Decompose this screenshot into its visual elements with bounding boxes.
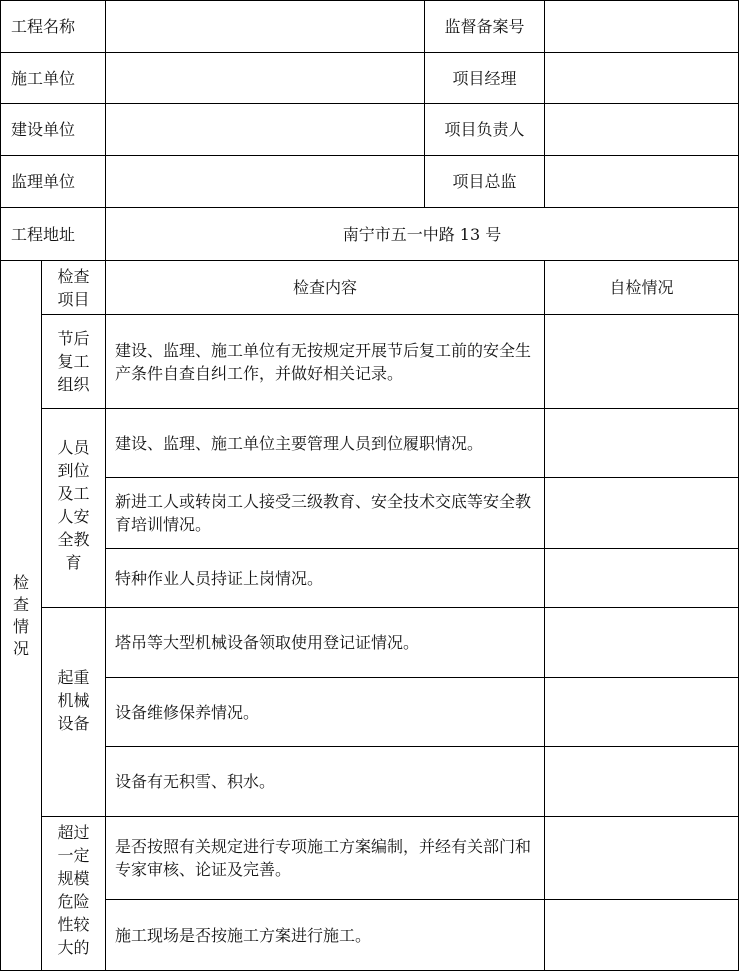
group-item-text: 起重机械设备 — [57, 668, 90, 733]
column-header-self-check: 自检情况 — [544, 260, 739, 315]
column-header-content: 检查内容 — [105, 260, 545, 315]
check-content-row: 施工现场是否按施工方案进行施工。 — [105, 899, 545, 971]
group-item-text: 人员到位及工人安全教育 — [57, 438, 90, 572]
column-header-item-text: 检查项目 — [57, 266, 90, 309]
inspection-section-label — [0, 260, 42, 971]
group-item-dangerous-works — [41, 816, 106, 971]
project-leader-label: 项目负责人 — [424, 103, 545, 156]
address-label: 工程地址 — [0, 207, 106, 261]
chief-supervisor-label: 项目总监 — [424, 155, 545, 208]
check-content-row: 塔吊等大型机械设备领取使用登记证情况。 — [105, 607, 545, 678]
record-no-value[interactable] — [544, 0, 739, 53]
check-content-row: 新进工人或转岗工人接受三级教育、安全技术交底等安全教育培训情况。 — [105, 477, 545, 549]
check-content-row: 特种作业人员持证上岗情况。 — [105, 548, 545, 608]
building-unit-label: 建设单位 — [0, 103, 106, 156]
project-manager-label: 项目经理 — [424, 52, 545, 104]
self-check-cell[interactable] — [544, 607, 739, 678]
chief-supervisor-value[interactable] — [544, 155, 739, 208]
check-content-row: 设备维修保养情况。 — [105, 677, 545, 747]
building-unit-value[interactable] — [105, 103, 425, 156]
construction-unit-value[interactable] — [105, 52, 425, 104]
project-leader-value[interactable] — [544, 103, 739, 156]
address-value[interactable]: 南宁市五一中路 13 号 — [105, 207, 739, 261]
check-content-row: 建设、监理、施工单位有无按规定开展节后复工前的安全生产条件自查自纠工作，并做好相关记录。 — [105, 314, 545, 409]
project-manager-value[interactable] — [544, 52, 739, 104]
inspection-section-text: 检查情况 — [13, 572, 30, 658]
supervision-unit-value[interactable] — [105, 155, 425, 208]
self-check-cell[interactable] — [544, 677, 739, 747]
construction-unit-label: 施工单位 — [0, 52, 106, 104]
self-check-cell[interactable] — [544, 816, 739, 900]
self-check-cell[interactable] — [544, 548, 739, 608]
record-no-label: 监督备案号 — [424, 0, 545, 53]
project-name-label: 工程名称 — [0, 0, 106, 53]
self-check-cell[interactable] — [544, 408, 739, 478]
self-check-cell[interactable] — [544, 899, 739, 971]
self-check-cell[interactable] — [544, 477, 739, 549]
column-header-item — [41, 260, 106, 315]
group-item-text: 超过一定规模危险性较大的 — [57, 823, 90, 957]
self-check-cell[interactable] — [544, 314, 739, 409]
group-item-lifting — [41, 607, 106, 817]
check-content-row: 设备有无积雪、积水。 — [105, 746, 545, 817]
group-item-text: 节后复工组织 — [57, 329, 90, 394]
check-content-row: 建设、监理、施工单位主要管理人员到位履职情况。 — [105, 408, 545, 478]
self-check-cell[interactable] — [544, 746, 739, 817]
group-item-resumption — [41, 314, 106, 409]
project-name-value[interactable] — [105, 0, 425, 53]
check-content-row: 是否按照有关规定进行专项施工方案编制，并经有关部门和专家审核、论证及完善。 — [105, 816, 545, 900]
group-item-personnel — [41, 408, 106, 608]
supervision-unit-label: 监理单位 — [0, 155, 106, 208]
